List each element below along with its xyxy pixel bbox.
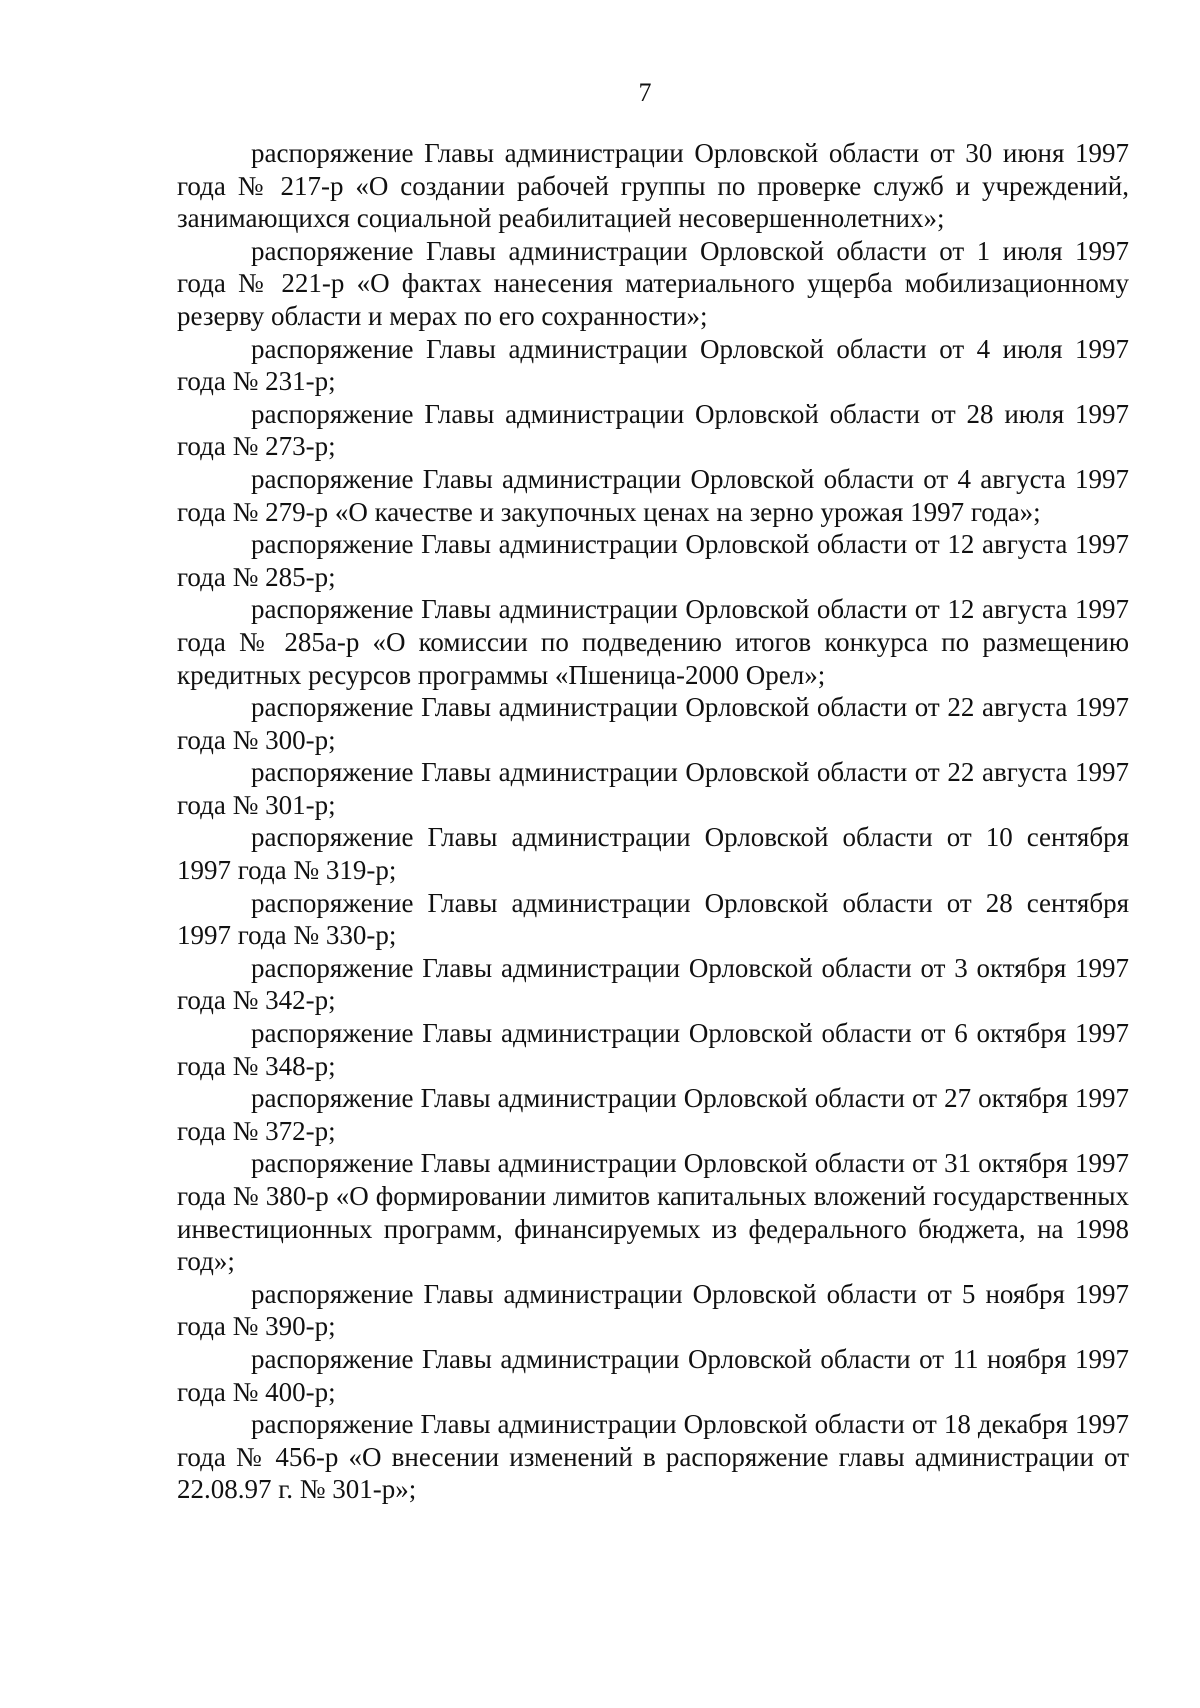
list-item: распоряжение Главы администрации Орловской области от 28 июля 1997 года № 273-р; xyxy=(177,398,1129,462)
list-item: распоряжение Главы администрации Орловской области от 31 октября 1997 года № 380-р «О формировании лимитов капитальных вложений государственных инвестиционных программ, финансируемых из федерального бюджета, на 1998 год»; xyxy=(177,1148,1129,1277)
list-item: распоряжение Главы администрации Орловской области от 5 ноября 1997 года № 390-р; xyxy=(177,1278,1129,1342)
list-item: распоряжение Главы администрации Орловской области от 18 декабря 1997 года № 456-р «О внесении изменений в распоряжение главы администрации от 22.08.97 г. № 301-р»; xyxy=(177,1409,1129,1505)
list-item: распоряжение Главы администрации Орловской области от 11 ноября 1997 года № 400-р; xyxy=(177,1343,1129,1407)
list-item: распоряжение Главы администрации Орловской области от 30 июня 1997 года № 217-р «О создании рабочей группы по проверке служб и учреждений, занимающихся социальной реабилитацией несовершеннолетних»; xyxy=(177,138,1129,234)
list-item: распоряжение Главы администрации Орловской области от 22 августа 1997 года № 301-р; xyxy=(177,757,1129,820)
list-item: распоряжение Главы администрации Орловской области от 6 октября 1997 года № 348-р; xyxy=(177,1018,1129,1081)
list-item: распоряжение Главы администрации Орловской области от 3 октября 1997 года № 342-р; xyxy=(177,952,1129,1016)
list-item: распоряжение Главы администрации Орловской области от 12 августа 1997 года № 285а-р «О комиссии по подведению итогов конкурса по размещению кредитных ресурсов программы «Пшеница-2000 Орел»; xyxy=(177,594,1129,690)
list-item: распоряжение Главы администрации Орловской области от 4 августа 1997 года № 279-р «О качестве и закупочных ценах на зерно урожая 1997 года»; xyxy=(177,463,1129,527)
document-body xyxy=(177,137,1129,1506)
list-item: распоряжение Главы администрации Орловской области от 12 августа 1997 года № 285-р; xyxy=(177,529,1129,592)
page-number: 7 xyxy=(638,78,652,107)
list-item: распоряжение Главы администрации Орловской области от 1 июля 1997 года № 221-р «О фактах нанесения материального ущерба мобилизационному резерву области и мерах по его сохранности»; xyxy=(177,235,1129,331)
list-item: распоряжение Главы администрации Орловской области от 22 августа 1997 года № 300-р; xyxy=(177,692,1129,755)
list-item: распоряжение Главы администрации Орловской области от 28 сентября 1997 года № 330-р; xyxy=(177,887,1129,951)
list-item: распоряжение Главы администрации Орловской области от 4 июля 1997 года № 231-р; xyxy=(177,333,1129,397)
list-item: распоряжение Главы администрации Орловской области от 27 октября 1997 года № 372-р; xyxy=(177,1083,1129,1146)
list-item: распоряжение Главы администрации Орловской области от 10 сентября 1997 года № 319-р; xyxy=(177,822,1129,886)
